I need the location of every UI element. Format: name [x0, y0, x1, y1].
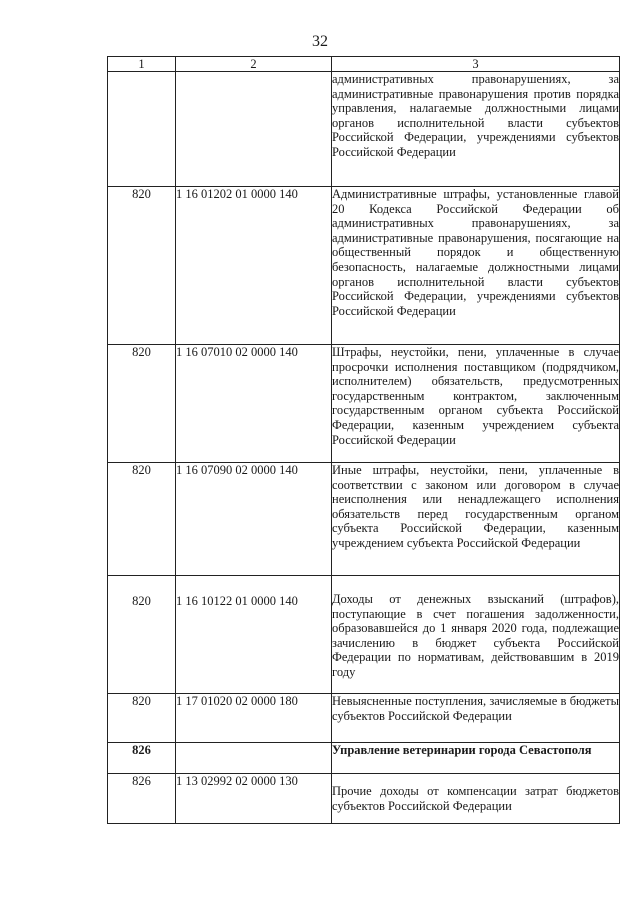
description-cell: Административные штрафы, установленные главой 20 Кодекса Российской Федерации об административных правонарушениях, за административные правонарушения, посягающие на общественный порядок и общественную безопасность, налагаемые должностными лицами органов исполнительной власти субъектов Российской Федерации, учреждениями субъектов Российской Федерации [332, 187, 620, 345]
description-cell: Прочие доходы от компенсации затрат бюджетов субъектов Российской Федерации [332, 774, 620, 824]
description-cell: Невыясненные поступления, зачисляемые в бюджеты субъектов Российской Федерации [332, 694, 620, 743]
table-row [108, 576, 620, 694]
column-header-2: 2 [176, 57, 332, 72]
description-cell: административных правонарушениях, за административные правонарушения против порядка управления, налагаемые должностными лицами органов исполнительной власти субъектов Российской Федерации, учреждениями субъектов Российской Федерации [332, 72, 620, 187]
kbk-code-cell: 1 16 01202 01 0000 140 [176, 187, 332, 345]
admin-code-cell: 820 [108, 345, 176, 463]
admin-code-cell: 820 [108, 694, 176, 743]
admin-code-cell: 826 [108, 743, 176, 774]
table-header-row [108, 57, 620, 72]
description-cell: Иные штрафы, неустойки, пени, уплаченные в соответствии с законом или договором в случае неисполнения или ненадлежащего исполнения обязательств перед государственным органом субъекта Российской Федерации, казенным учреждением субъекта Российской Федерации [332, 463, 620, 576]
admin-code-cell: 820 [108, 187, 176, 345]
kbk-code-cell: 1 13 02992 02 0000 130 [176, 774, 332, 824]
kbk-code-cell: 1 16 07090 02 0000 140 [176, 463, 332, 576]
kbk-code-cell [176, 72, 332, 187]
kbk-code-cell: 1 16 07010 02 0000 140 [176, 345, 332, 463]
table-row [108, 463, 620, 576]
admin-code-cell: 820 [108, 463, 176, 576]
admin-code-cell: 820 [108, 576, 176, 694]
table-row [108, 72, 620, 187]
table-row [108, 187, 620, 345]
table-row [108, 694, 620, 743]
description-cell: Штрафы, неустойки, пени, уплаченные в случае просрочки исполнения поставщиком (подрядчиком, исполнителем) обязательств, предусмотренных государственным контрактом, заключенным государственным органом субъекта Российской Федерации, казенным учреждением субъекта Российской Федерации [332, 345, 620, 463]
table-row [108, 774, 620, 824]
kbk-code-cell: 1 17 01020 02 0000 180 [176, 694, 332, 743]
revenue-classification-table [107, 56, 620, 824]
admin-code-cell: 826 [108, 774, 176, 824]
description-cell: Управление ветеринарии города Севастополя [332, 743, 620, 774]
kbk-code-cell [176, 743, 332, 774]
column-header-1: 1 [108, 57, 176, 72]
description-cell: Доходы от денежных взысканий (штрафов), поступающие в счет погашения задолженности, образовавшейся до 1 января 2020 года, подлежащие зачислению в бюджет субъекта Российской Федерации по нормативам, действовавшим в 2019 году [332, 576, 620, 694]
page-number: 32 [312, 33, 328, 50]
admin-code-cell [108, 72, 176, 187]
table-row [108, 743, 620, 774]
table-row [108, 345, 620, 463]
column-header-3: 3 [332, 57, 620, 72]
kbk-code-cell: 1 16 10122 01 0000 140 [176, 576, 332, 694]
